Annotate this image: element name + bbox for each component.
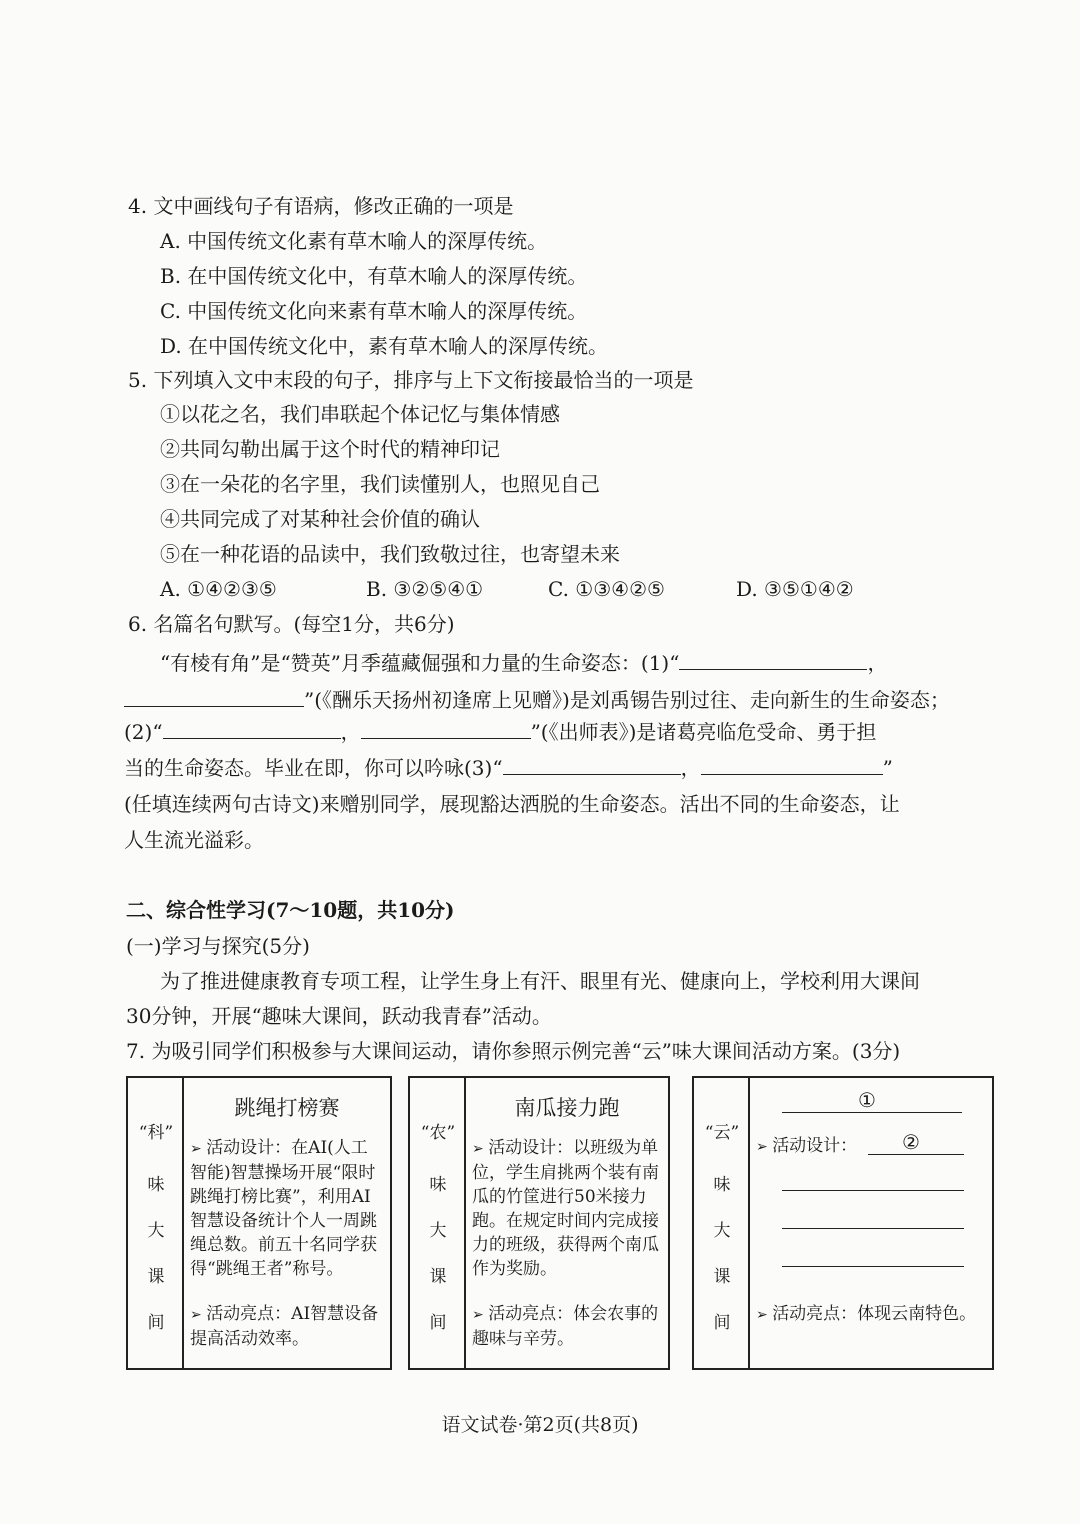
box-highlight: ➢ 活动亮点：AI智慧设备提高活动效率。: [190, 1304, 379, 1349]
q6-stem: 6. 名篇名句默写。(每空1分，共6分): [128, 612, 455, 636]
side-char: 味: [429, 1175, 447, 1195]
q5-choice-a: A. ①④②③⑤: [160, 577, 277, 601]
side-char: 间: [429, 1313, 447, 1333]
arrow-bullet-icon: ➢: [472, 1141, 489, 1157]
side-char: 大: [429, 1221, 447, 1241]
activity-box-yunnan: [692, 1076, 994, 1370]
q5-choice-b: B. ③②⑤④①: [366, 577, 484, 601]
design-answer-blank-2[interactable]: [782, 1190, 964, 1191]
q5-choices: [0, 575, 1080, 605]
box-side-label: [128, 1078, 184, 1368]
box-title: 跳绳打榜赛: [234, 1096, 340, 1120]
q5-sentence-2: ②共同勾勒出属于这个时代的精神印记: [160, 437, 500, 461]
box-design: ➢ 活动设计：: [756, 1136, 858, 1156]
activity-box-science: [126, 1076, 392, 1370]
q5-choice-d: D. ③⑤①④②: [736, 577, 854, 601]
q6-line-3: (2)“ ， ”(《出师表》)是诸葛亮临危受命、勇于担: [124, 720, 877, 744]
q6-blank-3a[interactable]: [503, 754, 681, 775]
q6-line-1: “有棱有角”是“赞英”月季蕴藏倔强和力量的生命姿态：(1)“ ，: [160, 651, 888, 675]
q5-sentence-3: ③在一朵花的名字里，我们读懂别人，也照见自己: [160, 472, 600, 496]
side-char: 大: [713, 1221, 731, 1241]
q6-blank-1a[interactable]: [679, 649, 867, 670]
section-2-intro-1: 为了推进健康教育专项工程，让学生身上有汗、眼里有光、健康向上，学校利用大课间: [160, 969, 920, 993]
box-side-label: [694, 1078, 750, 1368]
box-tag: “云”: [704, 1123, 740, 1143]
q6-blank-1b[interactable]: [124, 686, 304, 707]
side-char: 课: [713, 1267, 731, 1287]
arrow-bullet-icon: ➢: [190, 1141, 207, 1157]
q4-option-c: C. 中国传统文化向来素有草木喻人的深厚传统。: [160, 299, 588, 323]
section-2-intro-2: 30分钟，开展“趣味大课间，跃动我青春”活动。: [126, 1004, 552, 1028]
box-highlight: ➢ 活动亮点：体会农事的趣味与辛劳。: [472, 1304, 659, 1349]
q6-blank-2b[interactable]: [361, 718, 531, 739]
box-tag: “科”: [138, 1123, 174, 1143]
q7-stem: 7. 为吸引同学们积极参与大课间运动，请你参照示例完善“云”味大课间活动方案。(3分): [126, 1039, 901, 1063]
q6-blank-3b[interactable]: [701, 754, 883, 775]
blank-marker-1: ①: [858, 1088, 876, 1112]
design-answer-blank-3[interactable]: [782, 1228, 964, 1229]
side-char: 味: [713, 1175, 731, 1195]
q4-stem: 4. 文中画线句子有语病，修改正确的一项是: [128, 194, 514, 218]
q6-blank-2a[interactable]: [163, 718, 341, 739]
side-char: 大: [147, 1221, 165, 1241]
q4-option-a: A. 中国传统文化素有草木喻人的深厚传统。: [160, 229, 548, 253]
q5-choice-c: C. ①③④②⑤: [548, 577, 665, 601]
side-char: 间: [147, 1313, 165, 1333]
box-highlight: ➢ 活动亮点：体现云南特色。: [756, 1304, 977, 1324]
box-side-label: [410, 1078, 466, 1368]
q5-sentence-1: ①以花之名，我们串联起个体记忆与集体情感: [160, 402, 560, 426]
title-answer-blank[interactable]: [782, 1112, 962, 1113]
box-tag: “农”: [420, 1123, 456, 1143]
q5-sentence-5: ⑤在一种花语的品读中，我们致敬过往，也寄望未来: [160, 542, 620, 566]
arrow-bullet-icon: ➢: [756, 1307, 773, 1323]
page-footer: 语文试卷·第2页(共8页): [441, 1414, 639, 1436]
side-char: 味: [147, 1175, 165, 1195]
arrow-bullet-icon: ➢: [756, 1139, 773, 1155]
arrow-bullet-icon: ➢: [190, 1307, 207, 1323]
box-design: ➢ 活动设计：以班级为单位，学生肩挑两个装有南瓜的竹筐进行50米接力跑。在规定时间内完成接力的班级，获得两个南瓜作为奖励。: [472, 1138, 659, 1279]
design-answer-blank-1[interactable]: [868, 1154, 964, 1155]
design-answer-blank-4[interactable]: [782, 1266, 964, 1267]
side-char: 间: [713, 1313, 731, 1333]
q4-option-d: D. 在中国传统文化中，素有草木喻人的深厚传统。: [160, 334, 609, 358]
q6-line-4: 当的生命姿态。毕业在即，你可以吟咏(3)“ ， ”: [124, 756, 893, 780]
q5-stem: 5. 下列填入文中末段的句子，排序与上下文衔接最恰当的一项是: [128, 368, 694, 392]
q6-line-5: (任填连续两句古诗文)来赠别同学，展现豁达洒脱的生命姿态。活出不同的生命姿态，让: [124, 792, 900, 816]
activity-box-farming: [408, 1076, 670, 1370]
arrow-bullet-icon: ➢: [472, 1307, 489, 1323]
side-char: 课: [147, 1267, 165, 1287]
q5-sentence-4: ④共同完成了对某种社会价值的确认: [160, 507, 480, 531]
q6-line-6: 人生流光溢彩。: [124, 828, 264, 852]
blank-marker-2: ②: [902, 1130, 920, 1154]
section-2-part-1: (一)学习与探究(5分): [126, 934, 310, 958]
q6-line-2: ”(《酬乐天扬州初逢席上见赠》)是刘禹锡告别过往、走向新生的生命姿态；: [124, 686, 950, 714]
q4-option-b: B. 在中国传统文化中，有草木喻人的深厚传统。: [160, 264, 588, 288]
section-2-title: 二、综合性学习(7～10题，共10分): [126, 898, 455, 922]
box-design: ➢ 活动设计：在AI(人工智能)智慧操场开展“限时跳绳打榜比赛”，利用AI智慧设备统计个人一周跳绳总数。前五十名同学获得“跳绳王者”称号。: [190, 1138, 377, 1279]
side-char: 课: [429, 1267, 447, 1287]
box-title: 南瓜接力跑: [514, 1096, 620, 1120]
